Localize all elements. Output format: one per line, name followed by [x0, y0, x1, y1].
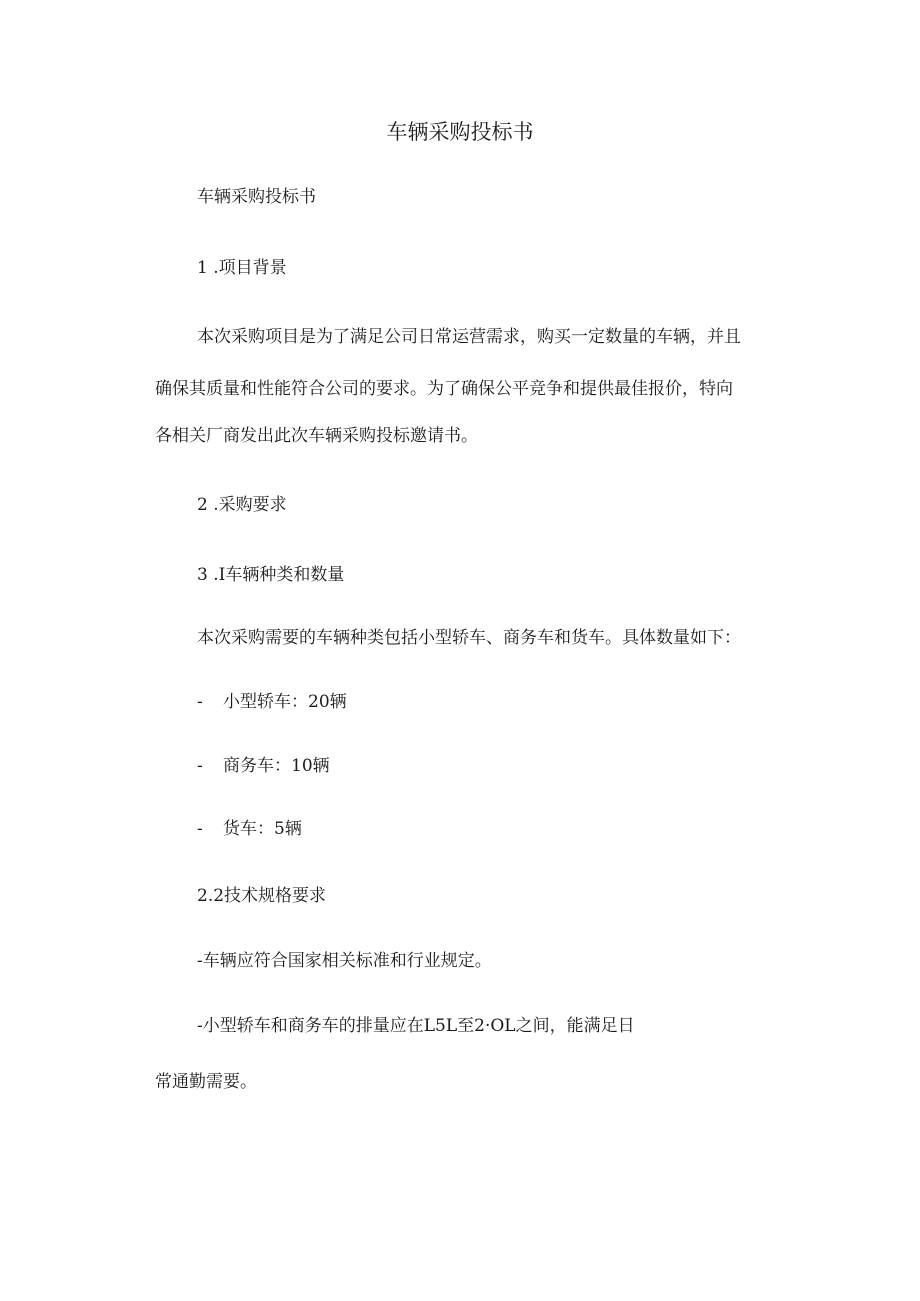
subtitle: 车辆采购投标书: [197, 187, 316, 207]
list-item: [197, 691, 347, 713]
list-item: [197, 755, 330, 777]
list-item-text: 商务车：10辆: [223, 756, 330, 776]
section-3-para: 本次采购需要的车辆种类包括小型轿车、商务车和货车。具体数量如下：: [197, 628, 741, 648]
spec-line-1: -车辆应符合国家相关标准和行业规定。: [197, 951, 492, 971]
section-3-heading: 3 .I车辆种类和数量: [197, 565, 345, 585]
section-1-heading: 1 .项目背景: [197, 258, 287, 278]
section-2-2-heading: 2.2技术规格要求: [197, 886, 327, 906]
document-title: 车辆采购投标书: [386, 120, 534, 144]
bullet-dash: -: [197, 819, 203, 839]
section-1-para-line-2: 确保其质量和性能符合公司的要求。为了确保公平竞争和提供最佳报价，特向: [155, 379, 733, 399]
spec-line-2-continued: 常通勤需要。: [155, 1072, 257, 1092]
section-2-heading: 2 .采购要求: [197, 495, 287, 515]
bullet-dash: -: [197, 692, 203, 712]
section-1-para-line-1: 本次采购项目是为了满足公司日常运营需求，购买一定数量的车辆，并且: [197, 327, 741, 347]
bullet-dash: -: [197, 756, 203, 776]
list-item-text: 小型轿车：20辆: [223, 692, 347, 712]
list-item: [197, 818, 302, 840]
list-item-text: 货车：5辆: [223, 819, 302, 839]
section-1-para-line-3: 各相关厂商发出此次车辆采购投标邀请书。: [155, 426, 478, 446]
spec-line-2: -小型轿车和商务车的排量应在L5L至2·OL之间，能满足日: [197, 1016, 635, 1036]
